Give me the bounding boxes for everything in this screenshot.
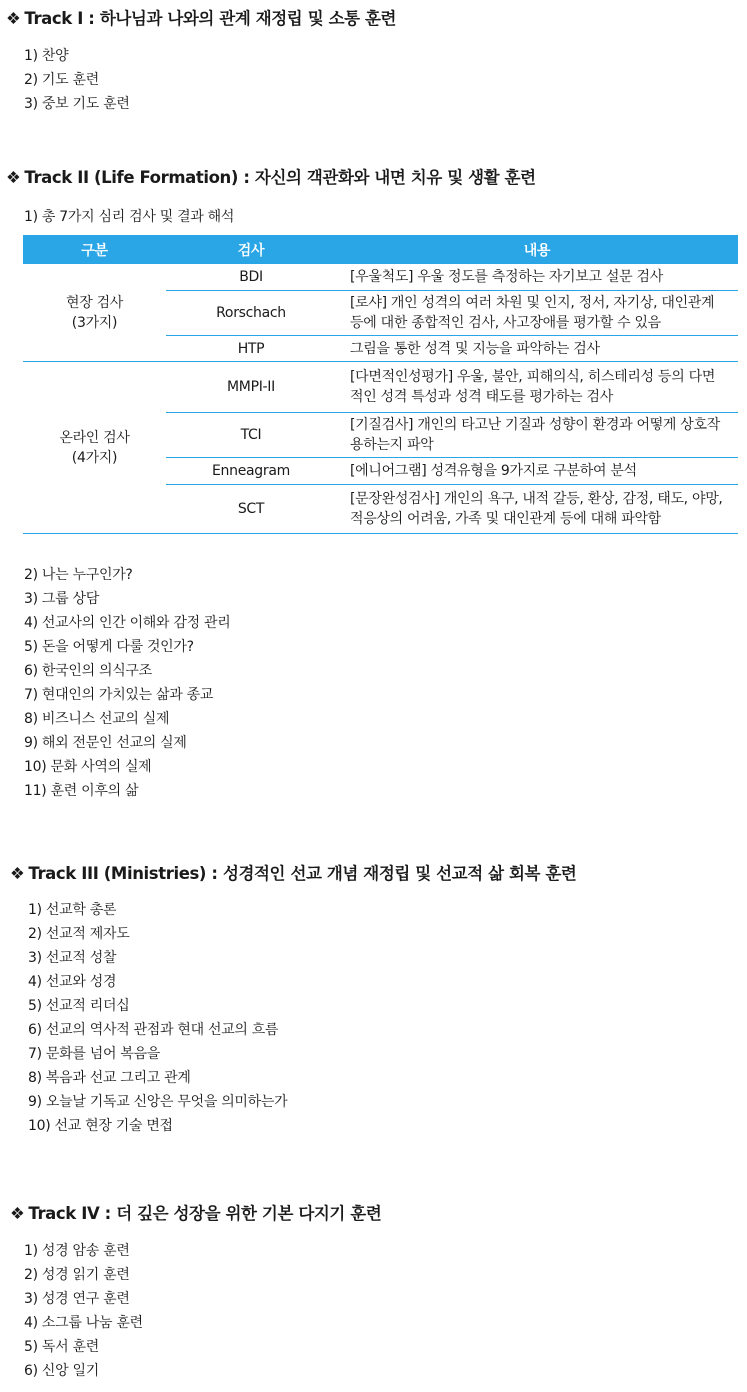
list-item: 7) 현대인의 가치있는 삶과 종교	[24, 687, 214, 703]
test-description: 그림을 통한 성격 및 지능을 파악하는 검사	[336, 336, 738, 362]
list-item: 5) 독서 훈련	[24, 1339, 99, 1355]
list-item: 5) 돈을 어떻게 다룰 것인가?	[24, 639, 194, 655]
list-item: 3) 그룹 상담	[24, 591, 99, 607]
track3-title	[10, 860, 576, 884]
list-item: 11) 훈련 이후의 삶	[24, 783, 139, 799]
table-row	[23, 362, 738, 413]
list-item: 6) 선교의 역사적 관점과 현대 선교의 흐름	[28, 1022, 279, 1038]
list-item: 2) 성경 읽기 훈련	[24, 1267, 130, 1283]
track1-title-text: Track I : 하나님과 나와의 관계 재정립 및 소통 훈련	[24, 9, 397, 28]
track4-list	[24, 1239, 143, 1383]
test-name: Rorschach	[166, 291, 336, 336]
header-content: 내용	[336, 235, 738, 264]
list-item: 1) 찬양	[24, 48, 69, 64]
test-description: [우울척도] 우울 정도를 측정하는 자기보고 설문 검사	[336, 264, 738, 291]
test-description: [문장완성검사] 개인의 욕구, 내적 갈등, 환상, 감정, 태도, 야망, 적응상의 어려움, 가족 및 대인관계 등에 대해 파악함	[336, 485, 738, 534]
track1-list	[24, 44, 130, 116]
list-item: 6) 한국인의 의식구조	[24, 663, 152, 679]
list-item: 2) 기도 훈련	[24, 72, 99, 88]
track2-title-text: Track II (Life Formation) : 자신의 객관화와 내면 치유 및 생활 훈련	[24, 168, 536, 187]
header-category: 구분	[23, 235, 166, 264]
track2-list	[24, 563, 230, 803]
test-description: [기질검사] 개인의 타고난 기질과 성향이 환경과 어떻게 상호작용하는지 파악	[336, 413, 738, 458]
list-item: 3) 선교적 성찰	[28, 950, 117, 966]
list-item: 2) 선교적 제자도	[28, 926, 130, 942]
table-header-row	[23, 235, 738, 264]
test-description: [로샤] 개인 성격의 여러 차원 및 인지, 정서, 자기상, 대인관계 등에 대한 종합적인 검사, 사고장애를 평가할 수 있음	[336, 291, 738, 336]
list-item: 10) 선교 현장 기술 면접	[28, 1118, 173, 1134]
list-item: 4) 소그룹 나눔 훈련	[24, 1315, 143, 1331]
diamond-icon: ❖	[10, 1204, 25, 1223]
list-item: 9) 오늘날 기독교 신앙은 무엇을 의미하는가	[28, 1094, 288, 1110]
list-item: 1) 성경 암송 훈련	[24, 1243, 130, 1259]
list-item: 4) 선교사의 인간 이해와 감정 관리	[24, 615, 231, 631]
track2-subheading: 1) 총 7가지 심리 검사 및 결과 해석	[24, 209, 235, 225]
test-name: BDI	[166, 264, 336, 291]
test-name: HTP	[166, 336, 336, 362]
track3-list	[28, 898, 287, 1138]
list-item: 3) 성경 연구 훈련	[24, 1291, 130, 1307]
group-onsite	[23, 264, 166, 362]
list-item: 3) 중보 기도 훈련	[24, 96, 130, 112]
list-item: 5) 선교적 리더십	[28, 998, 130, 1014]
track2-title	[6, 164, 536, 188]
test-name: SCT	[166, 485, 336, 534]
list-item: 10) 문화 사역의 실제	[24, 759, 152, 775]
list-item: 1) 선교학 총론	[28, 902, 117, 918]
psych-test-table	[23, 235, 738, 534]
test-description: [다면적인성평가] 우울, 불안, 피해의식, 히스테리성 등의 다면적인 성격 특성과 성격 태도를 평가하는 검사	[336, 362, 738, 413]
group-count: (4가지)	[71, 449, 118, 466]
list-item: 2) 나는 누구인가?	[24, 567, 133, 583]
track3-title-text: Track III (Ministries) : 성경적인 선교 개념 재정립 및 선교적 삶 회복 훈련	[28, 864, 577, 883]
header-test: 검사	[166, 235, 336, 264]
test-name: TCI	[166, 413, 336, 458]
diamond-icon: ❖	[6, 9, 21, 28]
list-item: 6) 신앙 일기	[24, 1363, 99, 1379]
table-row	[23, 264, 738, 291]
test-name: MMPI-II	[166, 362, 336, 413]
group-online	[23, 362, 166, 534]
group-name: 현장 검사	[65, 294, 124, 311]
track1-title	[6, 5, 396, 29]
list-item: 8) 비즈니스 선교의 실제	[24, 711, 170, 727]
list-item: 4) 선교와 성경	[28, 974, 117, 990]
list-item: 8) 복음과 선교 그리고 관계	[28, 1070, 191, 1086]
list-item: 9) 해외 전문인 선교의 실제	[24, 735, 187, 751]
diamond-icon: ❖	[10, 864, 25, 883]
test-description: [에니어그램] 성격유형을 9가지로 구분하여 분석	[336, 458, 738, 485]
test-name: Enneagram	[166, 458, 336, 485]
diamond-icon: ❖	[6, 168, 21, 187]
group-name: 온라인 검사	[59, 429, 130, 446]
group-count: (3가지)	[71, 314, 118, 331]
track4-title	[10, 1200, 381, 1224]
list-item: 7) 문화를 넘어 복음을	[28, 1046, 161, 1062]
track4-title-text: Track IV : 더 깊은 성장을 위한 기본 다지기 훈련	[28, 1204, 382, 1223]
